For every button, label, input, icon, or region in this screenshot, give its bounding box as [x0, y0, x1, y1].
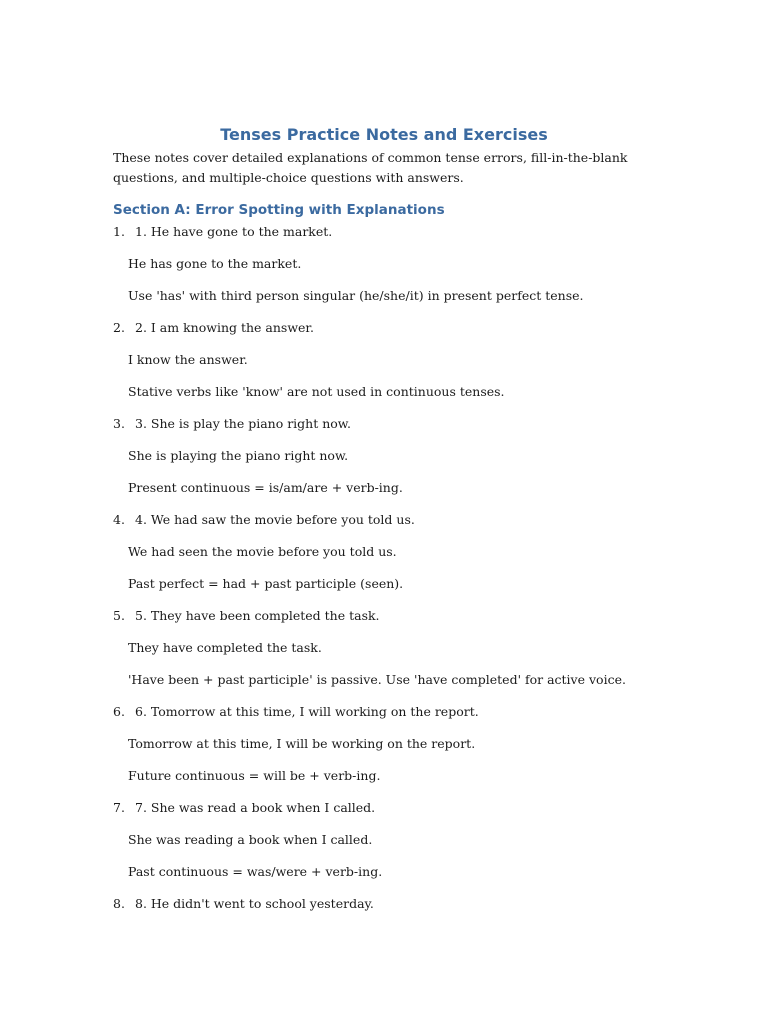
corrected-sentence: He has gone to the market.	[128, 256, 302, 271]
explanation: Use 'has' with third person singular (he/she/it) in present perfect tense.	[128, 288, 584, 303]
incorrect-sentence: 7. She was read a book when I called.	[135, 800, 376, 815]
explanation: Past perfect = had + past participle (seen).	[128, 576, 404, 591]
list-item	[113, 894, 693, 990]
item-number: 5.	[113, 608, 125, 623]
list-item	[113, 606, 693, 702]
list-item	[113, 222, 693, 318]
incorrect-sentence: 4. We had saw the movie before you told us.	[135, 512, 415, 527]
intro-paragraph: These notes cover detailed explanations of common tense errors, fill-in-the-blank questions, and multiple-choice questions with answers.	[113, 150, 628, 185]
corrected-sentence: They have completed the task.	[128, 640, 322, 655]
list-item	[113, 414, 693, 510]
item-number: 4.	[113, 512, 125, 527]
explanation: Future continuous = will be + verb-ing.	[128, 768, 381, 783]
incorrect-sentence: 6. Tomorrow at this time, I will working on the report.	[135, 704, 479, 719]
list-item	[113, 510, 693, 606]
section-a-heading: Section A: Error Spotting with Explanations	[113, 202, 445, 218]
list-item	[113, 318, 693, 414]
question-line	[113, 414, 351, 434]
item-number: 8.	[113, 896, 125, 911]
corrected-sentence: Tomorrow at this time, I will be working on the report.	[128, 736, 476, 751]
explanation: Past continuous = was/were + verb-ing.	[128, 864, 383, 879]
corrected-sentence: She was reading a book when I called.	[128, 832, 373, 847]
incorrect-sentence: 8. He didn't went to school yesterday.	[135, 896, 374, 911]
item-number: 1.	[113, 224, 125, 239]
item-number: 7.	[113, 800, 125, 815]
corrected-sentence: We had seen the movie before you told us.	[128, 544, 397, 559]
error-spotting-list	[113, 222, 693, 990]
question-line	[113, 222, 332, 242]
question-line	[113, 702, 479, 722]
item-number: 3.	[113, 416, 125, 431]
explanation: Present continuous = is/am/are + verb-ing.	[128, 480, 403, 495]
incorrect-sentence: 3. She is play the piano right now.	[135, 416, 351, 431]
corrected-sentence: I know the answer.	[128, 352, 248, 367]
explanation: 'Have been + past participle' is passive. Use 'have completed' for active voice.	[128, 672, 626, 687]
item-number: 6.	[113, 704, 125, 719]
question-line	[113, 894, 374, 914]
question-line	[113, 798, 375, 818]
incorrect-sentence: 1. He have gone to the market.	[135, 224, 333, 239]
list-item	[113, 702, 693, 798]
list-item	[113, 798, 693, 894]
incorrect-sentence: 2. I am knowing the answer.	[135, 320, 314, 335]
question-line	[113, 606, 380, 626]
explanation: Stative verbs like 'know' are not used in continuous tenses.	[128, 384, 505, 399]
question-line	[113, 318, 314, 338]
item-number: 2.	[113, 320, 125, 335]
corrected-sentence: She is playing the piano right now.	[128, 448, 349, 463]
question-line	[113, 510, 415, 530]
incorrect-sentence: 5. They have been completed the task.	[135, 608, 380, 623]
document-title: Tenses Practice Notes and Exercises	[220, 125, 548, 144]
